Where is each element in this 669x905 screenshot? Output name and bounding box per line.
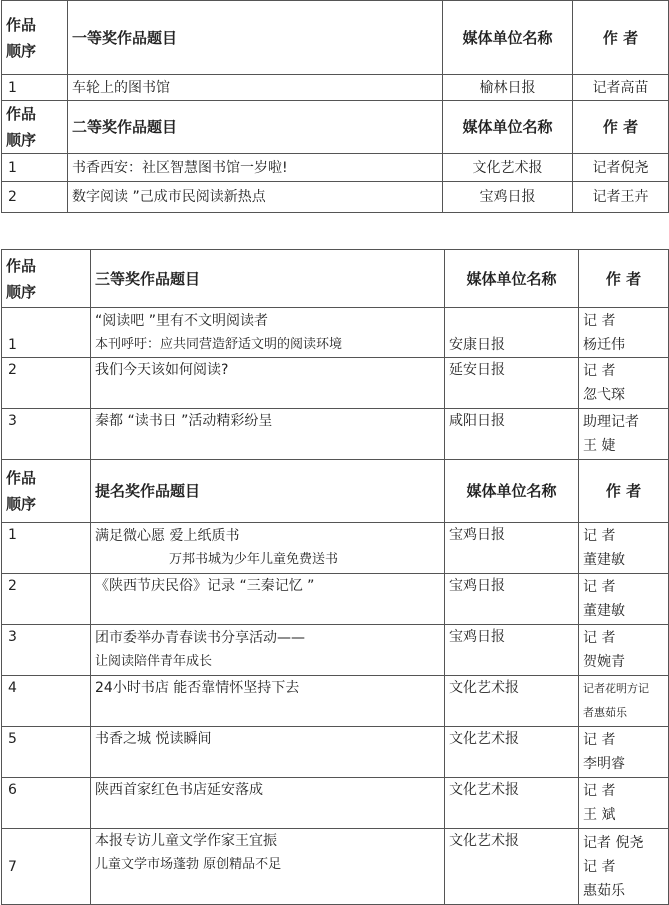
award-table-1 — [1, 0, 669, 213]
order-header: 作品 顺序 — [2, 1, 68, 75]
table-row: 6 陕西首家红色书店延安落成 文化艺术报 记 者 王 斌 — [2, 778, 669, 829]
table-row: 1 满足微心愿 爱上纸质书 万邦书城为少年儿童免费送书 宝鸡日报 记 者 董建敏 — [2, 523, 669, 574]
table-row: 2 我们今天该如何阅读? 延安日报 记 者 忽弋琛 — [2, 358, 669, 409]
table-row: 2 《陕西节庆民俗》记录 “三秦记忆 ” 宝鸡日报 记 者 董建敏 — [2, 574, 669, 625]
second-prize-title-header: 二等奖作品题目 — [68, 101, 443, 154]
media-header: 媒体单位名称 — [445, 250, 579, 308]
media-header: 媒体单位名称 — [443, 101, 573, 154]
nomination-title-header: 提名奖作品题目 — [91, 460, 445, 523]
table-row: 7 本报专访儿童文学作家王宜振 儿童文学市场蓬勃 原创精品不足 文化艺术报 记者 倪尧 记 者 惠茹乐 — [2, 829, 669, 905]
table-row: 2 数字阅读 ”己成市民阅读新热点 宝鸡日报 记者王卉 — [2, 182, 669, 213]
table-row: 1 “阅读吧 ”里有不文明阅读者 本刊呼吁：应共同营造舒适文明的阅读环境 安康日报 记 者 杨迁伟 — [2, 308, 669, 358]
order-header: 作品 顺序 — [2, 460, 91, 523]
author-header: 作 者 — [573, 1, 669, 75]
table-row: 5 书香之城 悦读瞬间 文化艺术报 记 者 李明睿 — [2, 727, 669, 778]
header-row-nomination — [2, 460, 669, 523]
table-row: 1 书香西安：社区智慧图书馆一岁啦! 文化艺术报 记者倪尧 — [2, 154, 669, 182]
table-row: 3 秦都 “读书日 ”活动精彩纷呈 咸阳日报 助理记者 王 婕 — [2, 409, 669, 460]
award-table-2 — [1, 249, 669, 905]
author-header: 作 者 — [573, 101, 669, 154]
table-row: 1 车轮上的图书馆 榆林日报 记者高苗 — [2, 75, 669, 101]
table-row: 4 24小时书店 能否靠情怀坚持下去 文化艺术报 记者花明方记 者惠茹乐 — [2, 676, 669, 727]
table-row: 3 团市委举办青春读书分享活动—— 让阅读陪伴青年成长 宝鸡日报 记 者 贺婉青 — [2, 625, 669, 676]
header-row-second-prize — [2, 101, 669, 154]
author-header: 作 者 — [579, 250, 669, 308]
header-row-first-prize — [2, 1, 669, 75]
order-header: 作品 顺序 — [2, 101, 68, 154]
media-header: 媒体单位名称 — [443, 1, 573, 75]
header-row-third-prize — [2, 250, 669, 308]
order-header: 作品 顺序 — [2, 250, 91, 308]
first-prize-title-header: 一等奖作品题目 — [68, 1, 443, 75]
third-prize-title-header: 三等奖作品题目 — [91, 250, 445, 308]
author-header: 作 者 — [579, 460, 669, 523]
media-header: 媒体单位名称 — [445, 460, 579, 523]
